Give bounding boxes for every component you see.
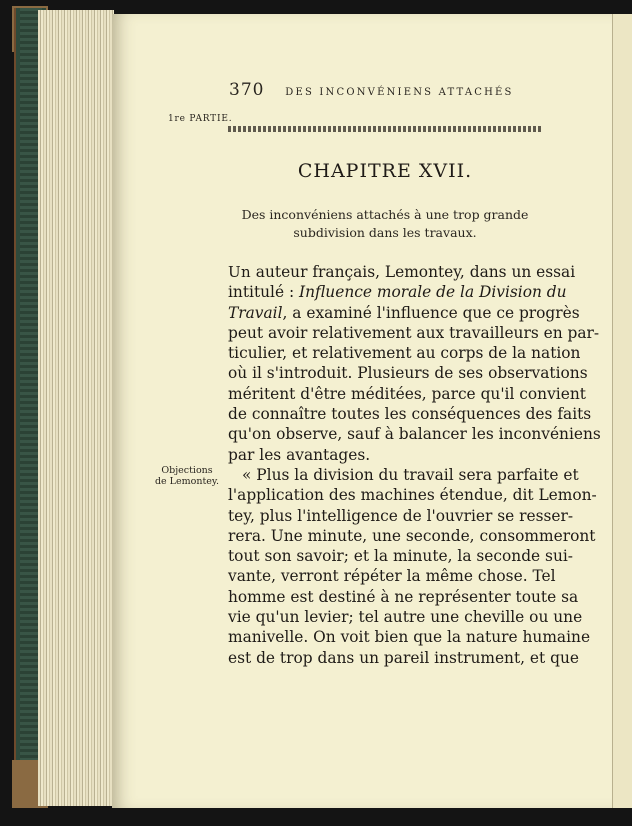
decorative-rule xyxy=(228,126,542,132)
page-number: 370 xyxy=(229,80,265,100)
text-line: ticulier, et relativement au corps de la nation xyxy=(228,344,581,363)
text-line: vie qu'un levier; tel autre une cheville ou une xyxy=(228,608,583,627)
text-line: qu'on observe, sauf à balancer les inconvéniens xyxy=(228,425,601,444)
subtitle-line: subdivision dans les travaux. xyxy=(293,225,477,240)
text-line: Un auteur français, Lemontey, dans un essai xyxy=(228,263,576,281)
text-line: vante, verront répéter la même chose. Tel xyxy=(228,567,556,586)
text-line: où il s'introduit. Plusieurs de ses observations xyxy=(228,364,588,383)
text-line: intitulé : Influence morale de la Division du xyxy=(228,283,567,302)
text-line: manivelle. On voit bien que la nature humaine xyxy=(228,628,591,647)
text-line: Travail, a examiné l'influence que ce progrès xyxy=(228,303,580,322)
body-text xyxy=(228,262,601,668)
part-label: 1re PARTIE. xyxy=(168,114,233,124)
running-title: DES INCONVÉNIENS ATTACHÉS xyxy=(285,87,514,98)
text-line: tout son savoir; et la minute, la seconde sui- xyxy=(228,547,573,566)
text-line: peut avoir relativement aux travailleurs en par- xyxy=(228,323,600,342)
subtitle-line: Des inconvéniens attachés à une trop grande xyxy=(241,207,529,222)
text-line: homme est destiné à ne représenter toute sa xyxy=(228,587,579,606)
margin-note: Objections de Lemontey. xyxy=(154,465,220,487)
page-edges xyxy=(38,10,114,806)
running-header xyxy=(229,80,514,100)
text-line: méritent d'être méditées, parce qu'il convient xyxy=(228,384,586,403)
text-line: l'application des machines étendue, dit Lemon- xyxy=(228,486,597,505)
facing-page-edge xyxy=(612,14,632,808)
text-line: rera. Une minute, une seconde, consommeront xyxy=(228,526,596,545)
text-line: tey, plus l'intelligence de l'ouvrier se resser- xyxy=(228,506,574,525)
chapter-title: CHAPITRE XVII. xyxy=(297,160,473,182)
text-line: est de trop dans un pareil instrument, et que xyxy=(228,648,579,667)
chapter-subtitle xyxy=(236,206,534,242)
text-line: par les avantages. xyxy=(228,445,371,464)
text-line: de connaître toutes les conséquences des faits xyxy=(228,405,592,424)
text-line: « Plus la division du travail sera parfaite et xyxy=(242,465,579,484)
